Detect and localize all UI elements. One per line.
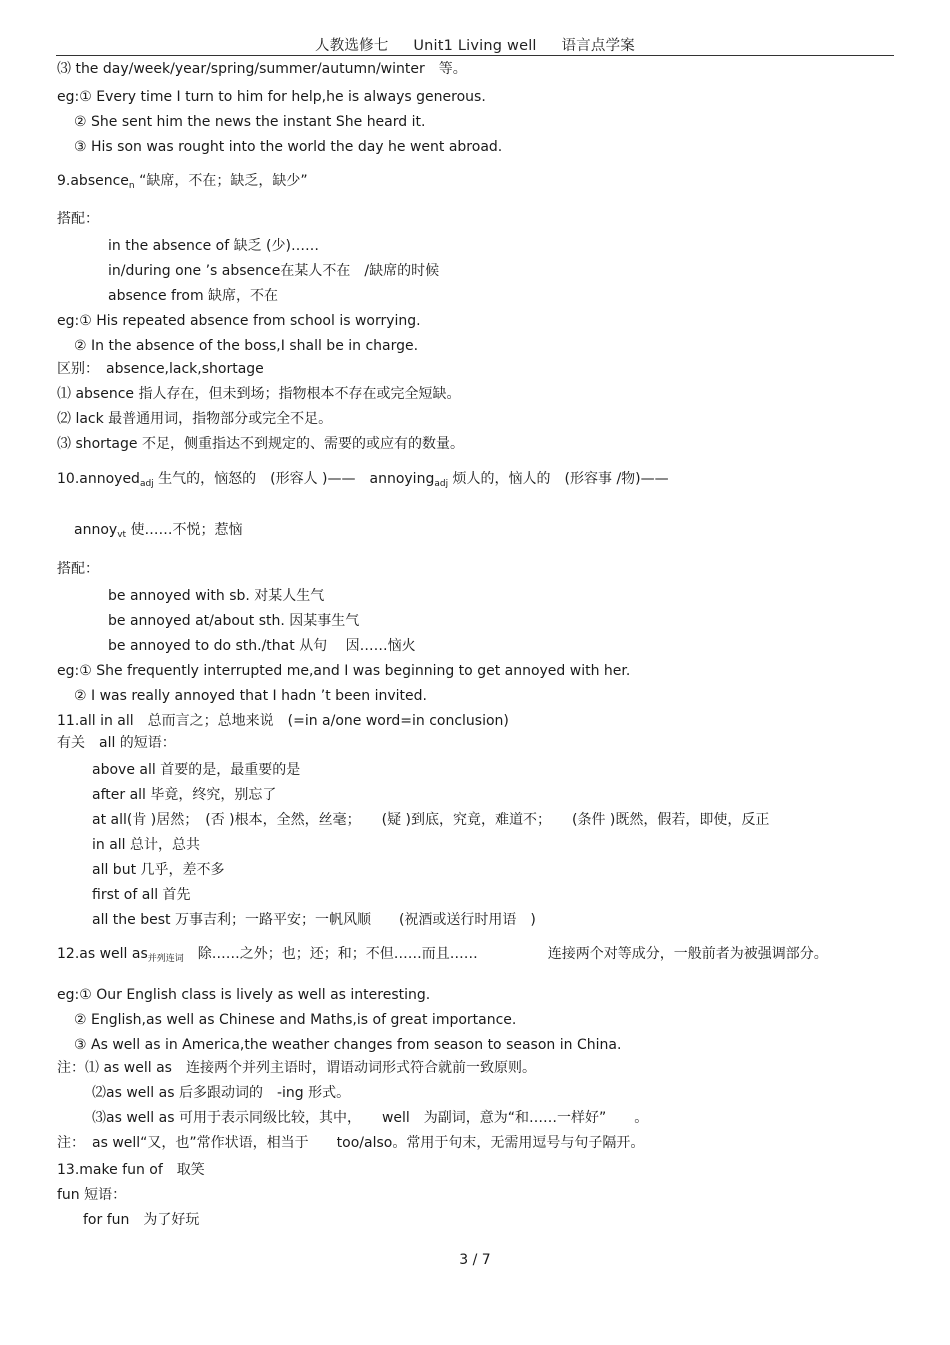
line-text: eg:① She frequently interrupted me,and I was beginning to get annoyed with her. — [57, 663, 631, 679]
line-text-cont: 生气的，恼怒的 (形容人 )—— annoying — [153, 471, 435, 487]
text-line — [57, 88, 486, 106]
line-text: ⑶ the day/week/year/spring/summer/autumn/winter 等。 — [57, 61, 467, 77]
text-line — [57, 385, 460, 403]
text-line — [92, 861, 225, 879]
text-line — [74, 337, 418, 355]
line-text: absence from 缺席，不在 — [108, 288, 279, 304]
line-text-cont: 使……不悦；惹恼 — [126, 522, 243, 538]
line-text: at all(肯 )居然； (否 )根本，全然，丝毫； (疑 )到底，究竟，难道不； (条件 )既然，假若，即使，反正 — [92, 812, 770, 828]
line-text: eg:① Every time I turn to him for help,he is always generous. — [57, 89, 486, 105]
line-text: 10.annoyed — [57, 471, 140, 487]
text-line — [57, 470, 669, 493]
text-line — [57, 60, 467, 78]
header-unit: Unit1 Living well — [413, 38, 537, 54]
text-line — [57, 712, 509, 730]
text-line — [57, 560, 99, 578]
text-line — [83, 1211, 199, 1229]
text-line — [92, 911, 536, 929]
pos-subscript: adj — [434, 479, 449, 489]
text-line — [92, 811, 769, 829]
line-text: for fun 为了好玩 — [83, 1212, 200, 1228]
text-line — [74, 1036, 621, 1054]
text-line — [57, 210, 99, 228]
text-line — [92, 1084, 350, 1102]
text-line — [74, 138, 502, 156]
line-text: 区别： absence,lack,shortage — [57, 361, 264, 377]
line-text: all but 几乎，差不多 — [92, 862, 225, 878]
line-text: ② English,as well as Chinese and Maths,is of great importance. — [74, 1012, 517, 1028]
text-line — [57, 945, 828, 968]
text-line — [108, 237, 319, 255]
line-text: ② I was really annoyed that I hadn ’t been invited. — [74, 688, 427, 704]
text-line — [92, 886, 191, 904]
header-type: 语言点学案 — [561, 38, 635, 54]
text-line — [57, 360, 264, 378]
line-text: 注：⑴ as well as 连接两个并列主语时，谓语动词形式符合就前一致原则。 — [57, 1060, 536, 1076]
text-line — [57, 1186, 126, 1204]
text-line — [74, 521, 243, 544]
line-text: 搭配： — [57, 561, 99, 577]
text-line — [74, 113, 425, 131]
line-text: ⑵as well as 后多跟动词的 -ing 形式。 — [92, 1085, 351, 1101]
line-text: 12.as well as — [57, 946, 148, 962]
line-text: annoy — [74, 522, 118, 538]
text-line — [57, 734, 176, 752]
line-text: 搭配： — [57, 211, 99, 227]
text-line — [108, 262, 439, 280]
text-line — [108, 612, 359, 630]
text-line — [57, 1161, 205, 1179]
text-line — [57, 662, 630, 680]
line-text: ⑶ shortage 不足，侧重指达不到规定的、需要的或应有的数量。 — [57, 436, 464, 452]
line-text: be annoyed to do sth./that 从句 因……恼火 — [108, 638, 416, 654]
line-text: after all 毕竟，终究，别忘了 — [92, 787, 277, 803]
line-text: ③ His son was rought into the world the day he went abroad. — [74, 139, 503, 155]
line-text: fun 短语： — [57, 1187, 127, 1203]
line-text: ③ As well as in America,the weather changes from season to season in China. — [74, 1037, 622, 1053]
pos-subscript: n — [128, 181, 135, 191]
line-text-cont: “缺席，不在；缺乏，缺少” — [134, 173, 308, 189]
line-text: in the absence of 缺乏 (少)…… — [108, 238, 319, 254]
line-text: all the best 万事吉利；一路平安；一帆风顺 (祝酒或送行时用语 ) — [92, 912, 536, 928]
line-text-cont: 烦人的，恼人的 (形容事 /物)—— — [448, 471, 669, 487]
page-header — [0, 34, 950, 55]
line-text: first of all 首先 — [92, 887, 191, 903]
pos-subscript: vt — [117, 530, 127, 540]
line-text: ② In the absence of the boss,I shall be in charge. — [74, 338, 419, 354]
line-text: in all 总计，总共 — [92, 837, 201, 853]
text-line — [74, 687, 427, 705]
line-text: above all 首要的是，最重要的是 — [92, 762, 301, 778]
page-number: 3 / 7 — [459, 1252, 491, 1268]
line-text: ⑴ absence 指人存在，但未到场；指物根本不存在或完全短缺。 — [57, 386, 461, 402]
text-line — [92, 761, 300, 779]
header-book: 人教选修七 — [315, 38, 389, 54]
text-line — [108, 587, 324, 605]
text-line — [57, 410, 332, 428]
text-line — [108, 637, 416, 655]
text-line — [57, 1059, 536, 1077]
line-text: ⑶as well as 可用于表示同级比较，其中， well 为副词，意为“和……一样好” 。 — [92, 1110, 649, 1126]
line-text: 13.make fun of 取笑 — [57, 1162, 205, 1178]
text-line — [57, 172, 308, 195]
line-text: be annoyed with sb. 对某人生气 — [108, 588, 325, 604]
line-text: in/during one ’s absence在某人不在 /缺席的时候 — [108, 263, 440, 279]
text-line — [57, 1134, 644, 1152]
text-line — [57, 986, 430, 1004]
pos-subscript: adj — [139, 479, 154, 489]
line-text: 9.absence — [57, 173, 129, 189]
text-line — [108, 287, 278, 305]
line-text: be annoyed at/about sth. 因某事生气 — [108, 613, 360, 629]
line-text: eg:① Our English class is lively as well as interesting. — [57, 987, 431, 1003]
line-text: 11.all in all 总而言之；总地来说 (=in a/one word=in conclusion) — [57, 713, 509, 729]
line-text: 注： as well“又，也”常作状语，相当于 too/also。常用于句末，无需用逗号与句子隔开。 — [57, 1135, 645, 1151]
text-line — [74, 1011, 516, 1029]
text-line — [92, 786, 276, 804]
line-text-cont: 除……之外；也；还；和；不但……而且…… 连接两个对等成分，一般前者为被强调部分。 — [183, 946, 828, 962]
text-line — [92, 836, 200, 854]
line-text: eg:① His repeated absence from school is worrying. — [57, 313, 421, 329]
text-line — [57, 312, 421, 330]
text-line — [92, 1109, 648, 1127]
header-rule — [56, 55, 894, 56]
text-line — [57, 435, 464, 453]
pos-subscript: 并列连词 — [147, 954, 184, 964]
line-text: 有关 all 的短语： — [57, 735, 176, 751]
line-text: ⑵ lack 最普通用词，指物部分或完全不足。 — [57, 411, 333, 427]
line-text: ② She sent him the news the instant She heard it. — [74, 114, 426, 130]
